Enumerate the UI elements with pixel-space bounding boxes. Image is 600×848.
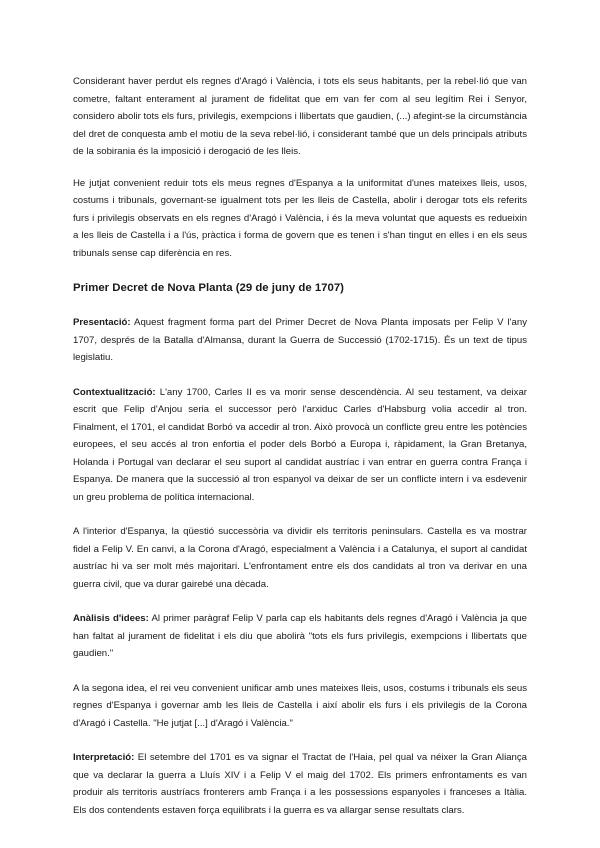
presentacio-paragraph [73,314,527,367]
interpretacio-text: El setembre del 1701 es va signar el Tractat de l'Haia, pel qual va néixer la Gran Aliança que va declarar la guerra a Lluís XIV i a Felip V el maig del 1702. Els primers enfrontaments es van produir als territoris austríacs fronterers amb França i a les possessions espanyoles i franceses a Itàlia. Els dos contendents estaven força equilibrats i la guerra es va allargar sense resultats clars. [73,752,527,816]
interpretacio-paragraph [73,749,527,819]
decree-paragraph-2: He jutjat convenient reduir tots els meus regnes d'Espanya a la uniformitat d'unes mateixes lleis, usos, costums i tribunals, governant-se igualment tots per les lleis de Castella, abolir i derogar tots els referits furs i privilegis observats en els regnes d'Aragó i València, i és la meva voluntat que aquests es redueixin a les lleis de Castella i a l'ús, pràctica i forma de govern que es tenen i s'han tingut en elles i en els seus tribunals sense cap diferència en res. [73,177,527,259]
context-label: Contextualització: [73,386,156,398]
presentacio-label: Presentació: [73,317,131,328]
decree-paragraph-1: Considerant haver perdut els regnes d'Aragó i València, i tots els seus habitants, per la rebel·lió que van cometre, faltant enterament al jurament de fidelitat que em van fer com al seu legítim Rei i Senyor, considero abolir tots els furs, privilegis, exempcions i llibertats que gaudien, (...) afegint-se la circumstància del dret de conquesta amb el motiu de la seva rebel·lió, i considerant també que un dels principals atributs de la sobirania és la imposició i derogació de les lleis. [73,76,527,157]
context-paragraph [73,384,527,507]
context-text: L'any 1700, Carles II es va morir sense descendència. Al seu testament, va deixar escrit que Felip d'Anjou seria el successor però l'arxiduc Carles d'Habsburg volia accedir al tron. Finalment, el 1701, el candidat Borbó va accedir al tron. Això provocà un conflicte greu entre les potències europees, el seu accés al tron enfortia el poder dels Borbó a Europa i, ràpidament, la Gran Bretanya, Holanda i Portugal van declarar el seu suport al candidat austríac i van entrar en guerra contra França i Espanya. De manera que la successió al tron espanyol va deixar de ser un conflicte intern i va esdevenir un greu problema de política internacional. [73,386,527,503]
presentacio-text: Aquest fragment forma part del Primer Decret de Nova Planta imposats per Felip V l'any 1707, després de la Batalla d'Almansa, durant la Guerra de Successió (1702-1715). És un text de tipus legislatiu. [73,317,527,363]
interpretacio-label: Interpretació: [73,752,135,763]
context-paragraph-2: A l'interior d'Espanya, la qüestió successòria va dividir els territoris peninsulars. Castella es va mostrar fidel a Felip V. En canvi, a la Corona d'Aragó, especialment a València i a Catalunya, el suport al candidat austríac hi va ser molt més majoritari. L'enfrontament entre els dos candidats al tron va derivar en una guerra civil, que va durar gairebé una dècada. [73,526,527,590]
analisi-label: Anàlisis d'idees: [73,613,149,624]
analisi-paragraph-2: A la segona idea, el rei veu convenient unificar amb unes mateixes lleis, usos, costums i tribunals els seus regnes d'Espanya i governar amb les lleis de Castella i així abolir els furs i els privilegis de la Corona d'Aragó i Castella. "He jutjat [...] d'Aragó i València." [73,682,527,729]
analisi-paragraph [73,610,527,663]
section-heading: Primer Decret de Nova Planta (29 de juny de 1707) [73,282,344,294]
analisi-text: Al primer paràgraf Felip V parla cap els habitants dels regnes d'Aragó i València ja que han faltat al jurament de fidelitat i els diu que abolirà "tots els furs privilegis, exempcions i llibertats que gaudien." [73,613,527,659]
